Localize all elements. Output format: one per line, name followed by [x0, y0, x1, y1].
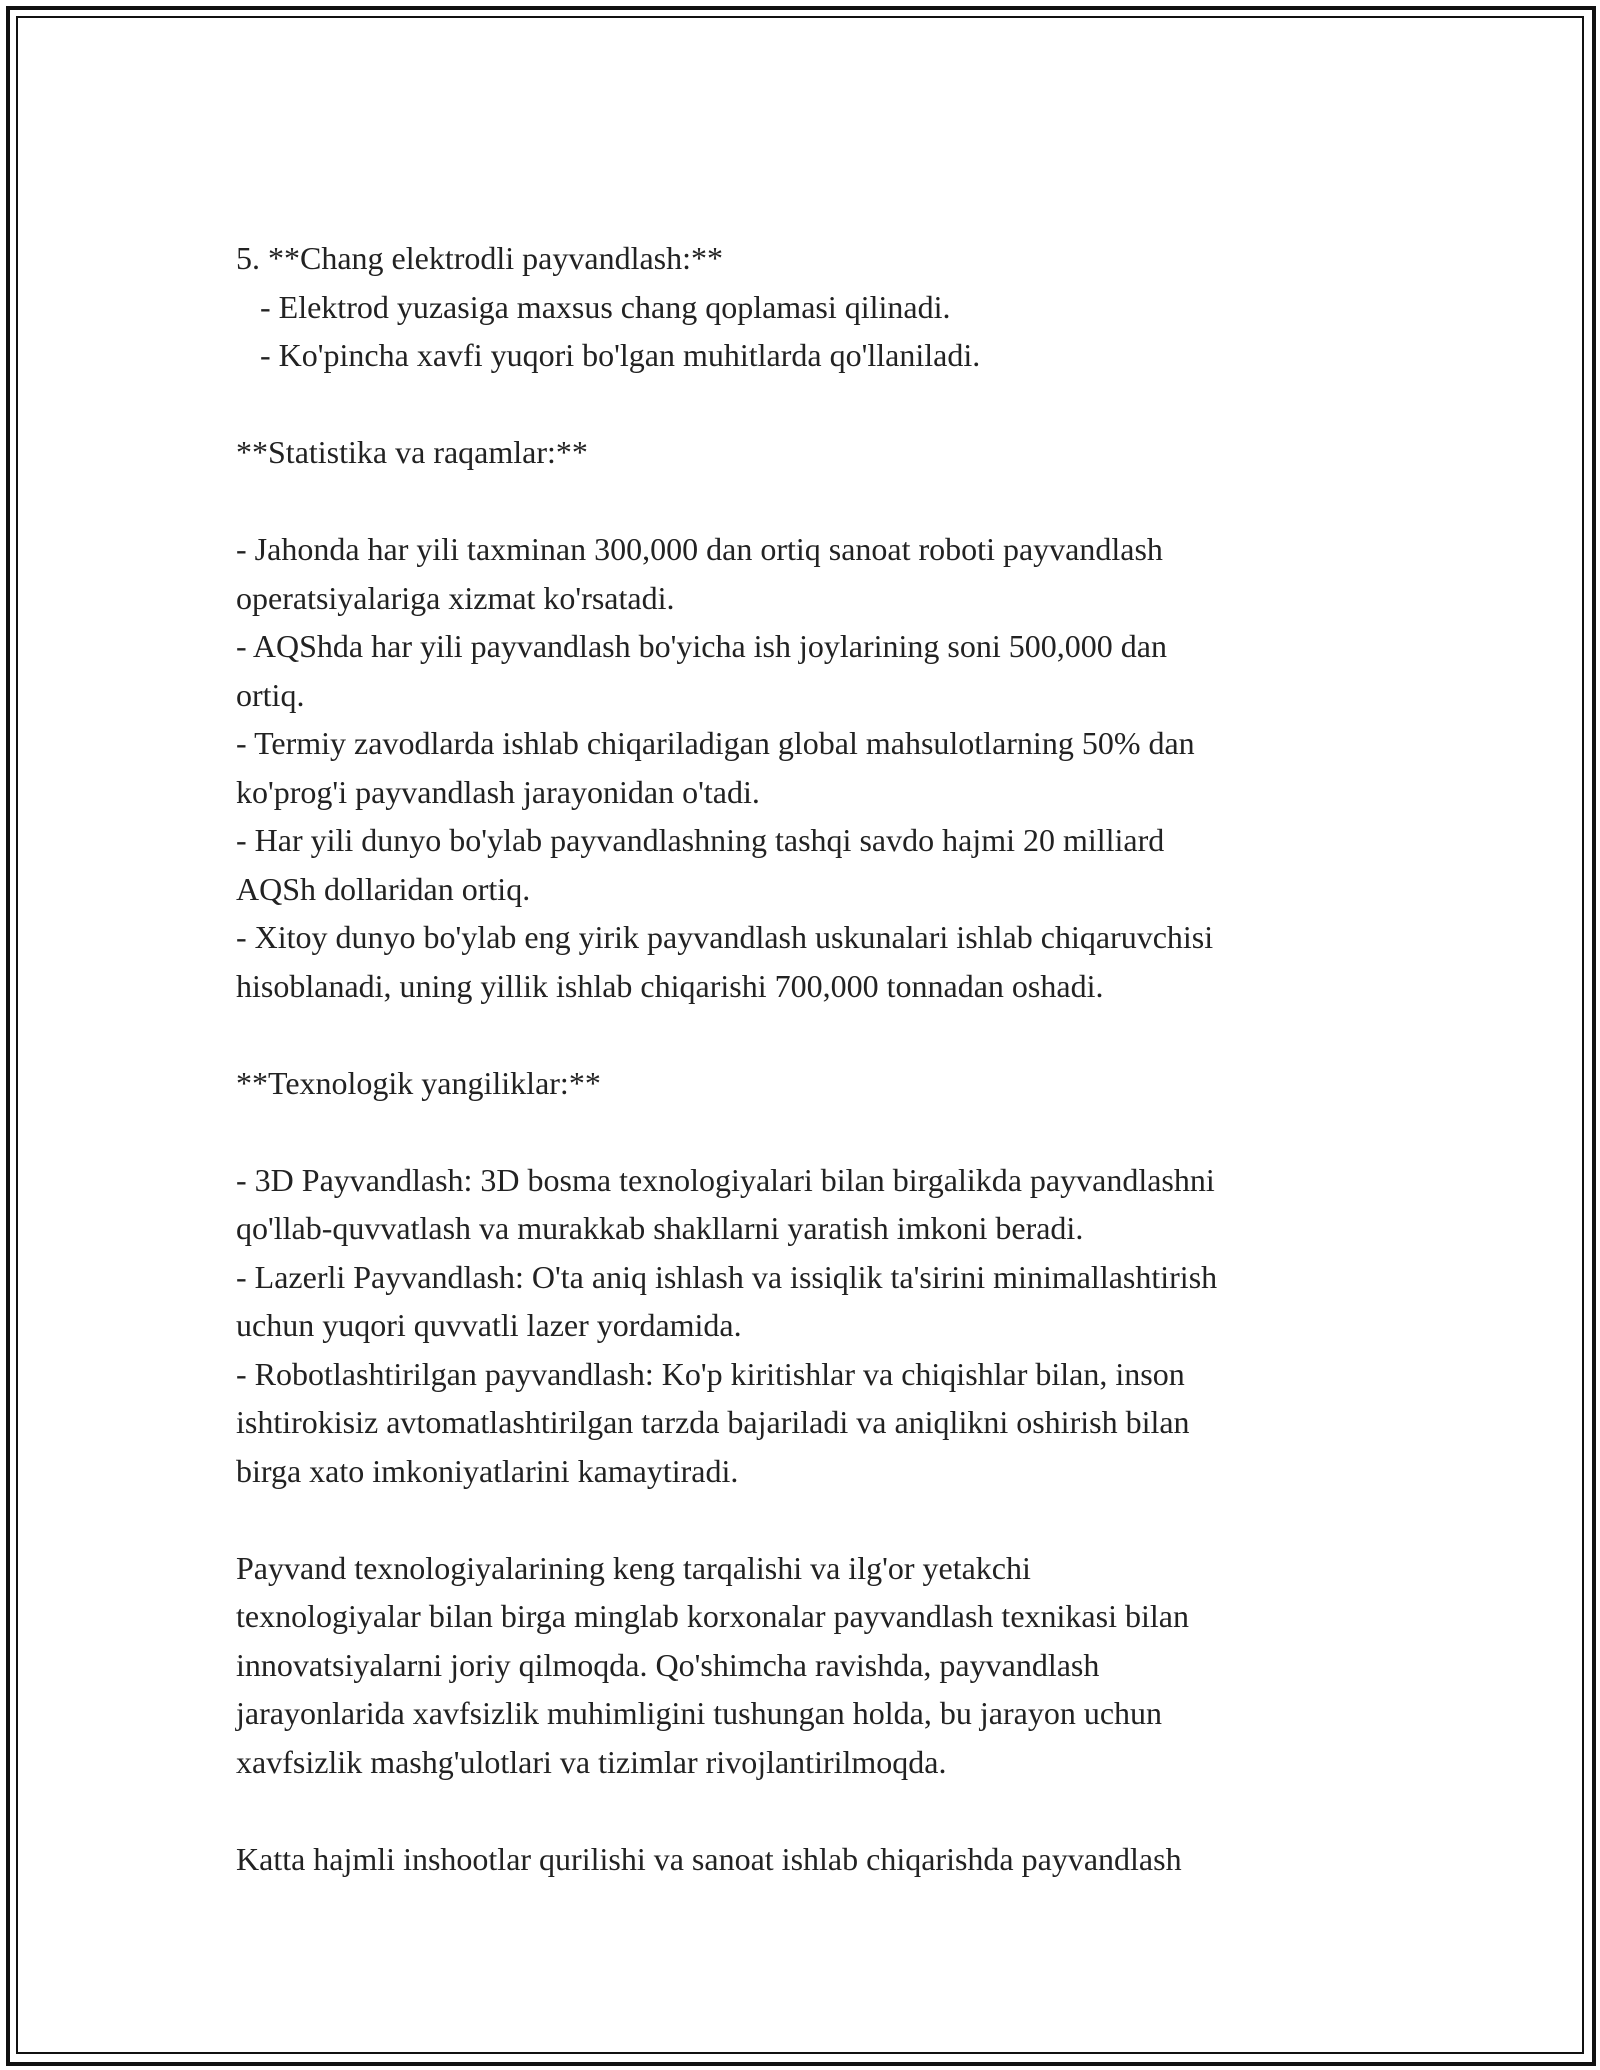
- section-heading: **Statistika va raqamlar:**: [236, 434, 588, 470]
- blank-line: [236, 1495, 1376, 1544]
- text-line: - Termiy zavodlarda ishlab chiqariladigan global mahsulotlarning 50% dan: [236, 725, 1195, 761]
- text-line: ishtirokisiz avtomatlashtirilgan tarzda bajariladi va aniqlikni oshirish bilan: [236, 1404, 1190, 1440]
- text-line: - Lazerli Payvandlash: O'ta aniq ishlash va issiqlik ta'sirini minimallashtirish: [236, 1258, 1218, 1295]
- text-line: - Robotlashtirilgan payvandlash: Ko'p kiritishlar va chiqishlar bilan, inson: [236, 1355, 1185, 1392]
- text-line: - Jahonda har yili taxminan 300,000 dan ortiq sanoat roboti payvandlash: [236, 531, 1163, 567]
- text-line: xavfsizlik mashg'ulotlari va tizimlar rivojlantirilmoqda.: [236, 1743, 947, 1780]
- text-line: - Har yili dunyo bo'ylab payvandlashning tashqi savdo hajmi 20 milliard: [236, 822, 1165, 858]
- text-line: ortiq.: [236, 676, 305, 713]
- blank-line: [236, 1107, 1376, 1156]
- blank-line: [236, 380, 1376, 429]
- text-line: - 3D Payvandlash: 3D bosma texnologiyalari bilan birgalikda payvandlashni: [236, 1161, 1215, 1198]
- text-line: operatsiyalariga xizmat ko'rsatadi.: [236, 579, 675, 616]
- text-line: innovatsiyalarni joriy qilmoqda. Qo'shimcha ravishda, payvandlash: [236, 1646, 1100, 1683]
- text-line: uchun yuqori quvvatli lazer yordamida.: [236, 1307, 742, 1343]
- text-line: qo'llab-quvvatlash va murakkab shakllarni yaratish imkoni beradi.: [236, 1210, 1084, 1246]
- text-line: - Xitoy dunyo bo'ylab eng yirik payvandlash uskunalari ishlab chiqaruvchisi: [236, 919, 1214, 955]
- text-line: jarayonlarida xavfsizlik muhimligini tushungan holda, bu jarayon uchun: [236, 1695, 1163, 1731]
- text-line: hisoblanadi, uning yillik ishlab chiqarishi 700,000 tonnadan oshadi.: [236, 967, 1104, 1004]
- text-line: ko'prog'i payvandlash jarayonidan o'tadi.: [236, 773, 760, 810]
- text-line: Katta hajmli inshootlar qurilishi va sanoat ishlab chiqarishda payvandlash: [236, 1840, 1182, 1877]
- text-line: Payvand texnologiyalarining keng tarqalishi va ilg'or yetakchi: [236, 1549, 1031, 1586]
- text-line: birga xato imkoniyatlarini kamaytiradi.: [236, 1452, 739, 1489]
- section-heading: **Texnologik yangiliklar:**: [236, 1064, 601, 1101]
- text-line: - AQShda har yili payvandlash bo'yicha ish joylarining soni 500,000 dan: [236, 628, 1167, 664]
- blank-line: [236, 1786, 1376, 1835]
- blank-line: [236, 477, 1376, 526]
- text-line: AQSh dollaridan ortiq.: [236, 870, 531, 907]
- blank-line: [236, 1010, 1376, 1059]
- text-line: 5. **Chang elektrodli payvandlash:**: [236, 240, 724, 276]
- text-line: - Elektrod yuzasiga maxsus chang qoplamasi qilinadi.: [236, 288, 951, 325]
- document-body: [236, 234, 1376, 1883]
- text-line: texnologiyalar bilan birga minglab korxonalar payvandlash texnikasi bilan: [236, 1598, 1189, 1634]
- text-line: - Ko'pincha xavfi yuqori bo'lgan muhitlarda qo'llaniladi.: [236, 337, 981, 373]
